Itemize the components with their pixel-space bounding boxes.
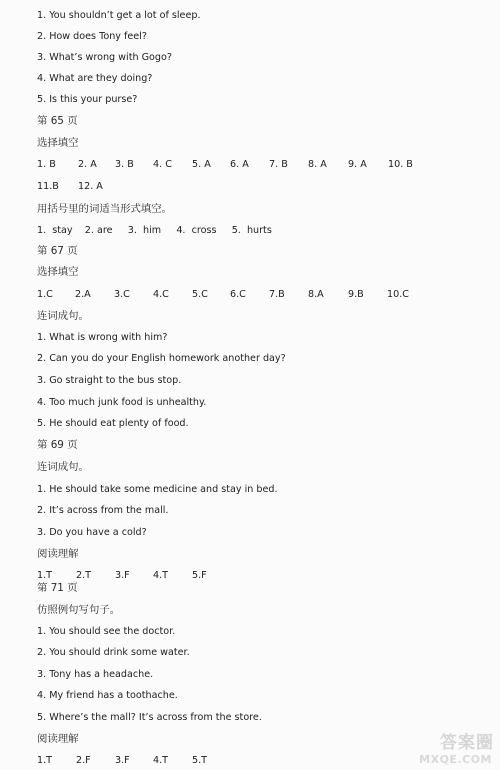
answer-item: 1.T <box>37 570 53 581</box>
answer-item: 7. B <box>269 159 288 170</box>
answer-item: 6.C <box>230 289 246 300</box>
sentence-line: 5. Is this your purse? <box>37 94 138 105</box>
answer-item: 4.T <box>153 570 169 581</box>
answer-item: 5.T <box>192 755 208 766</box>
sentence-line: 3. Do you have a cold? <box>37 527 147 538</box>
sentence-line: 4. My friend has a toothache. <box>37 690 178 701</box>
section-heading-imitate: 仿照例句写句子。 <box>37 604 121 616</box>
answer-item: 3.C <box>114 289 130 300</box>
sentence-line: 3. Go straight to the bus stop. <box>37 375 182 386</box>
answer-item: 9. A <box>348 159 367 170</box>
section-heading-choice: 选择填空 <box>37 266 79 278</box>
answer-item: 11.B <box>37 181 59 192</box>
watermark-logo <box>402 728 494 766</box>
answer-item: 5.F <box>192 570 207 581</box>
answer-item: 2.A <box>75 289 91 300</box>
sentence-line: 4. Too much junk food is unhealthy. <box>37 397 207 408</box>
sentence-line: 1. You shouldn’t get a lot of sleep. <box>37 10 201 21</box>
answer-item: 10. B <box>388 159 413 170</box>
answer-item: 4. C <box>153 159 172 170</box>
sentence-line: 4. What are they doing? <box>37 73 153 84</box>
sentence-line: 3. What’s wrong with Gogo? <box>37 52 172 63</box>
sentence-line: 1. What is wrong with him? <box>37 332 168 343</box>
answer-item: 5. A <box>192 159 211 170</box>
page-heading-67: 第 67 页 <box>37 245 78 257</box>
answer-item: 2.F <box>76 755 91 766</box>
section-heading-reading: 阅读理解 <box>37 548 79 560</box>
watermark-url: MXQE.COM <box>419 753 492 766</box>
answer-item: 3. B <box>115 159 134 170</box>
sentence-line: 2. Can you do your English homework another day? <box>37 353 286 364</box>
sentence-line: 2. You should drink some water. <box>37 647 190 658</box>
section-heading-sentences: 连词成句。 <box>37 310 89 322</box>
section-heading-fill: 用括号里的词适当形式填空。 <box>37 203 173 215</box>
answer-item: 8. A <box>308 159 327 170</box>
answer-item: 7.B <box>269 289 285 300</box>
section-heading-reading: 阅读理解 <box>37 733 79 745</box>
answer-item: 10.C <box>387 289 409 300</box>
sentence-line: 2. How does Tony feel? <box>37 31 147 42</box>
answer-item: 8.A <box>308 289 324 300</box>
answer-item: 1.T <box>37 755 53 766</box>
section-heading-sentences: 连词成句。 <box>37 461 89 473</box>
fill-answers: 1. stay 2. are 3. him 4. cross 5. hurts <box>37 225 272 236</box>
sentence-line: 1. You should see the doctor. <box>37 626 176 637</box>
page-heading-69: 第 69 页 <box>37 439 78 451</box>
answer-item: 3.F <box>115 755 130 766</box>
watermark-brand: 答案圈 <box>440 733 494 753</box>
sentence-line: 2. It’s across from the mall. <box>37 505 169 516</box>
answer-item: 3.F <box>115 570 130 581</box>
answer-item: 4.C <box>153 289 169 300</box>
answer-item: 12. A <box>78 181 103 192</box>
sentence-line: 1. He should take some medicine and stay in bed. <box>37 484 278 495</box>
answer-item: 1. B <box>37 159 56 170</box>
answer-item: 6. A <box>230 159 249 170</box>
answer-item: 1.C <box>37 289 53 300</box>
sentence-line: 5. Where’s the mall? It’s across from the store. <box>37 712 262 723</box>
answer-item: 4.T <box>153 755 169 766</box>
answer-item: 2. A <box>78 159 97 170</box>
answer-item: 5.C <box>192 289 208 300</box>
answer-item: 9.B <box>348 289 364 300</box>
page-heading-71: 第 71 页 <box>37 582 78 594</box>
answer-item: 2.T <box>76 570 92 581</box>
section-heading-choice: 选择填空 <box>37 137 79 149</box>
sentence-line: 5. He should eat plenty of food. <box>37 418 189 429</box>
sentence-line: 3. Tony has a headache. <box>37 669 154 680</box>
page-heading-65: 第 65 页 <box>37 115 78 127</box>
